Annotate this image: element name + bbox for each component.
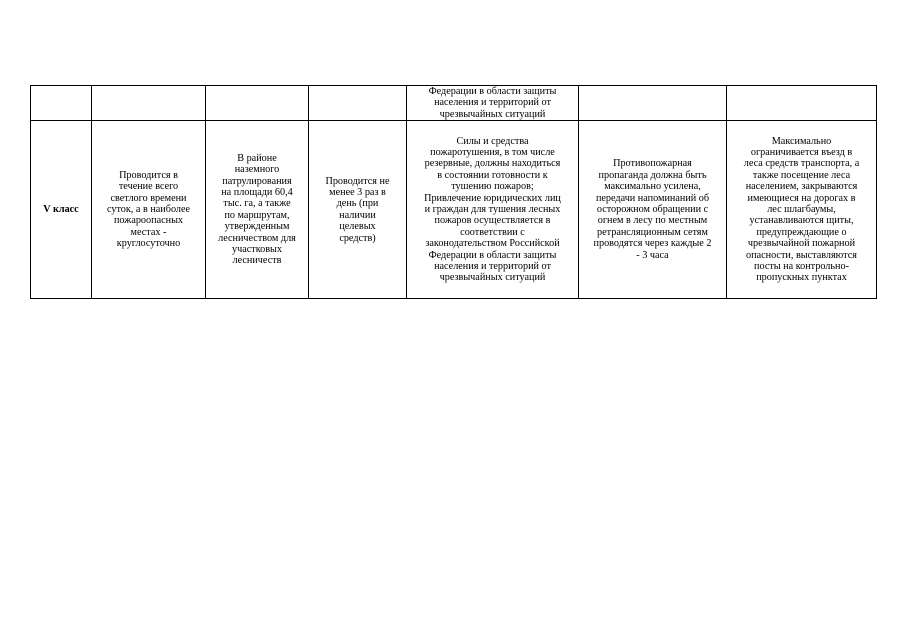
fire-propaganda-cell: Противопожарная пропаганда должна быть максимально усилена, передачи напоминаний об осторожном обращении с огнем в лесу по местным ретрансляционным сетям проводятся через каждые 2 - 3 часа — [579, 121, 727, 299]
fire-danger-measures-table — [30, 85, 877, 299]
table-row-class-v — [31, 121, 877, 299]
danger-class-label: V класс — [31, 121, 92, 299]
table-cell — [579, 86, 727, 121]
forces-readiness-cell: Силы и средства пожаротушения, в том числе резервные, должны находиться в состоянии готовности к тушению пожаров; Привлечение юридических лиц и граждан для тушения лесных пожаров осуществляется в соответствии с законодательством Российской Федерации в области защиты населения и территорий от чрезвычайных ситуаций — [407, 121, 579, 299]
ground-patrol-cell: В районе наземного патрулирования на площади 60,4 тыс. га, а также по маршрутам, утвержденным лесничеством для участковых лесничеств — [206, 121, 309, 299]
table-cell — [727, 86, 877, 121]
access-restrictions-cell: Максимально ограничивается въезд в леса средств транспорта, а также посещение леса населением, закрываются имеющиеся на дорогах в лес шлагбаумы, устанавливаются щиты, предупреждающие о чрезвычайной пожарной опасности, выставляются посты на контрольно- пропускных пунктах — [727, 121, 877, 299]
table-row-continuation — [31, 86, 877, 121]
patrol-frequency-cell: Проводится не менее 3 раз в день (при наличии целевых средств) — [309, 121, 407, 299]
table-cell-forces-continuation: Федерации в области защиты населения и территорий от чрезвычайных ситуаций — [407, 86, 579, 121]
table-cell — [309, 86, 407, 121]
table-cell — [206, 86, 309, 121]
air-patrol-cell: Проводится в течение всего светлого времени суток, а в наиболее пожароопасных местах - круглосуточно — [92, 121, 206, 299]
table-cell — [92, 86, 206, 121]
table-cell — [31, 86, 92, 121]
